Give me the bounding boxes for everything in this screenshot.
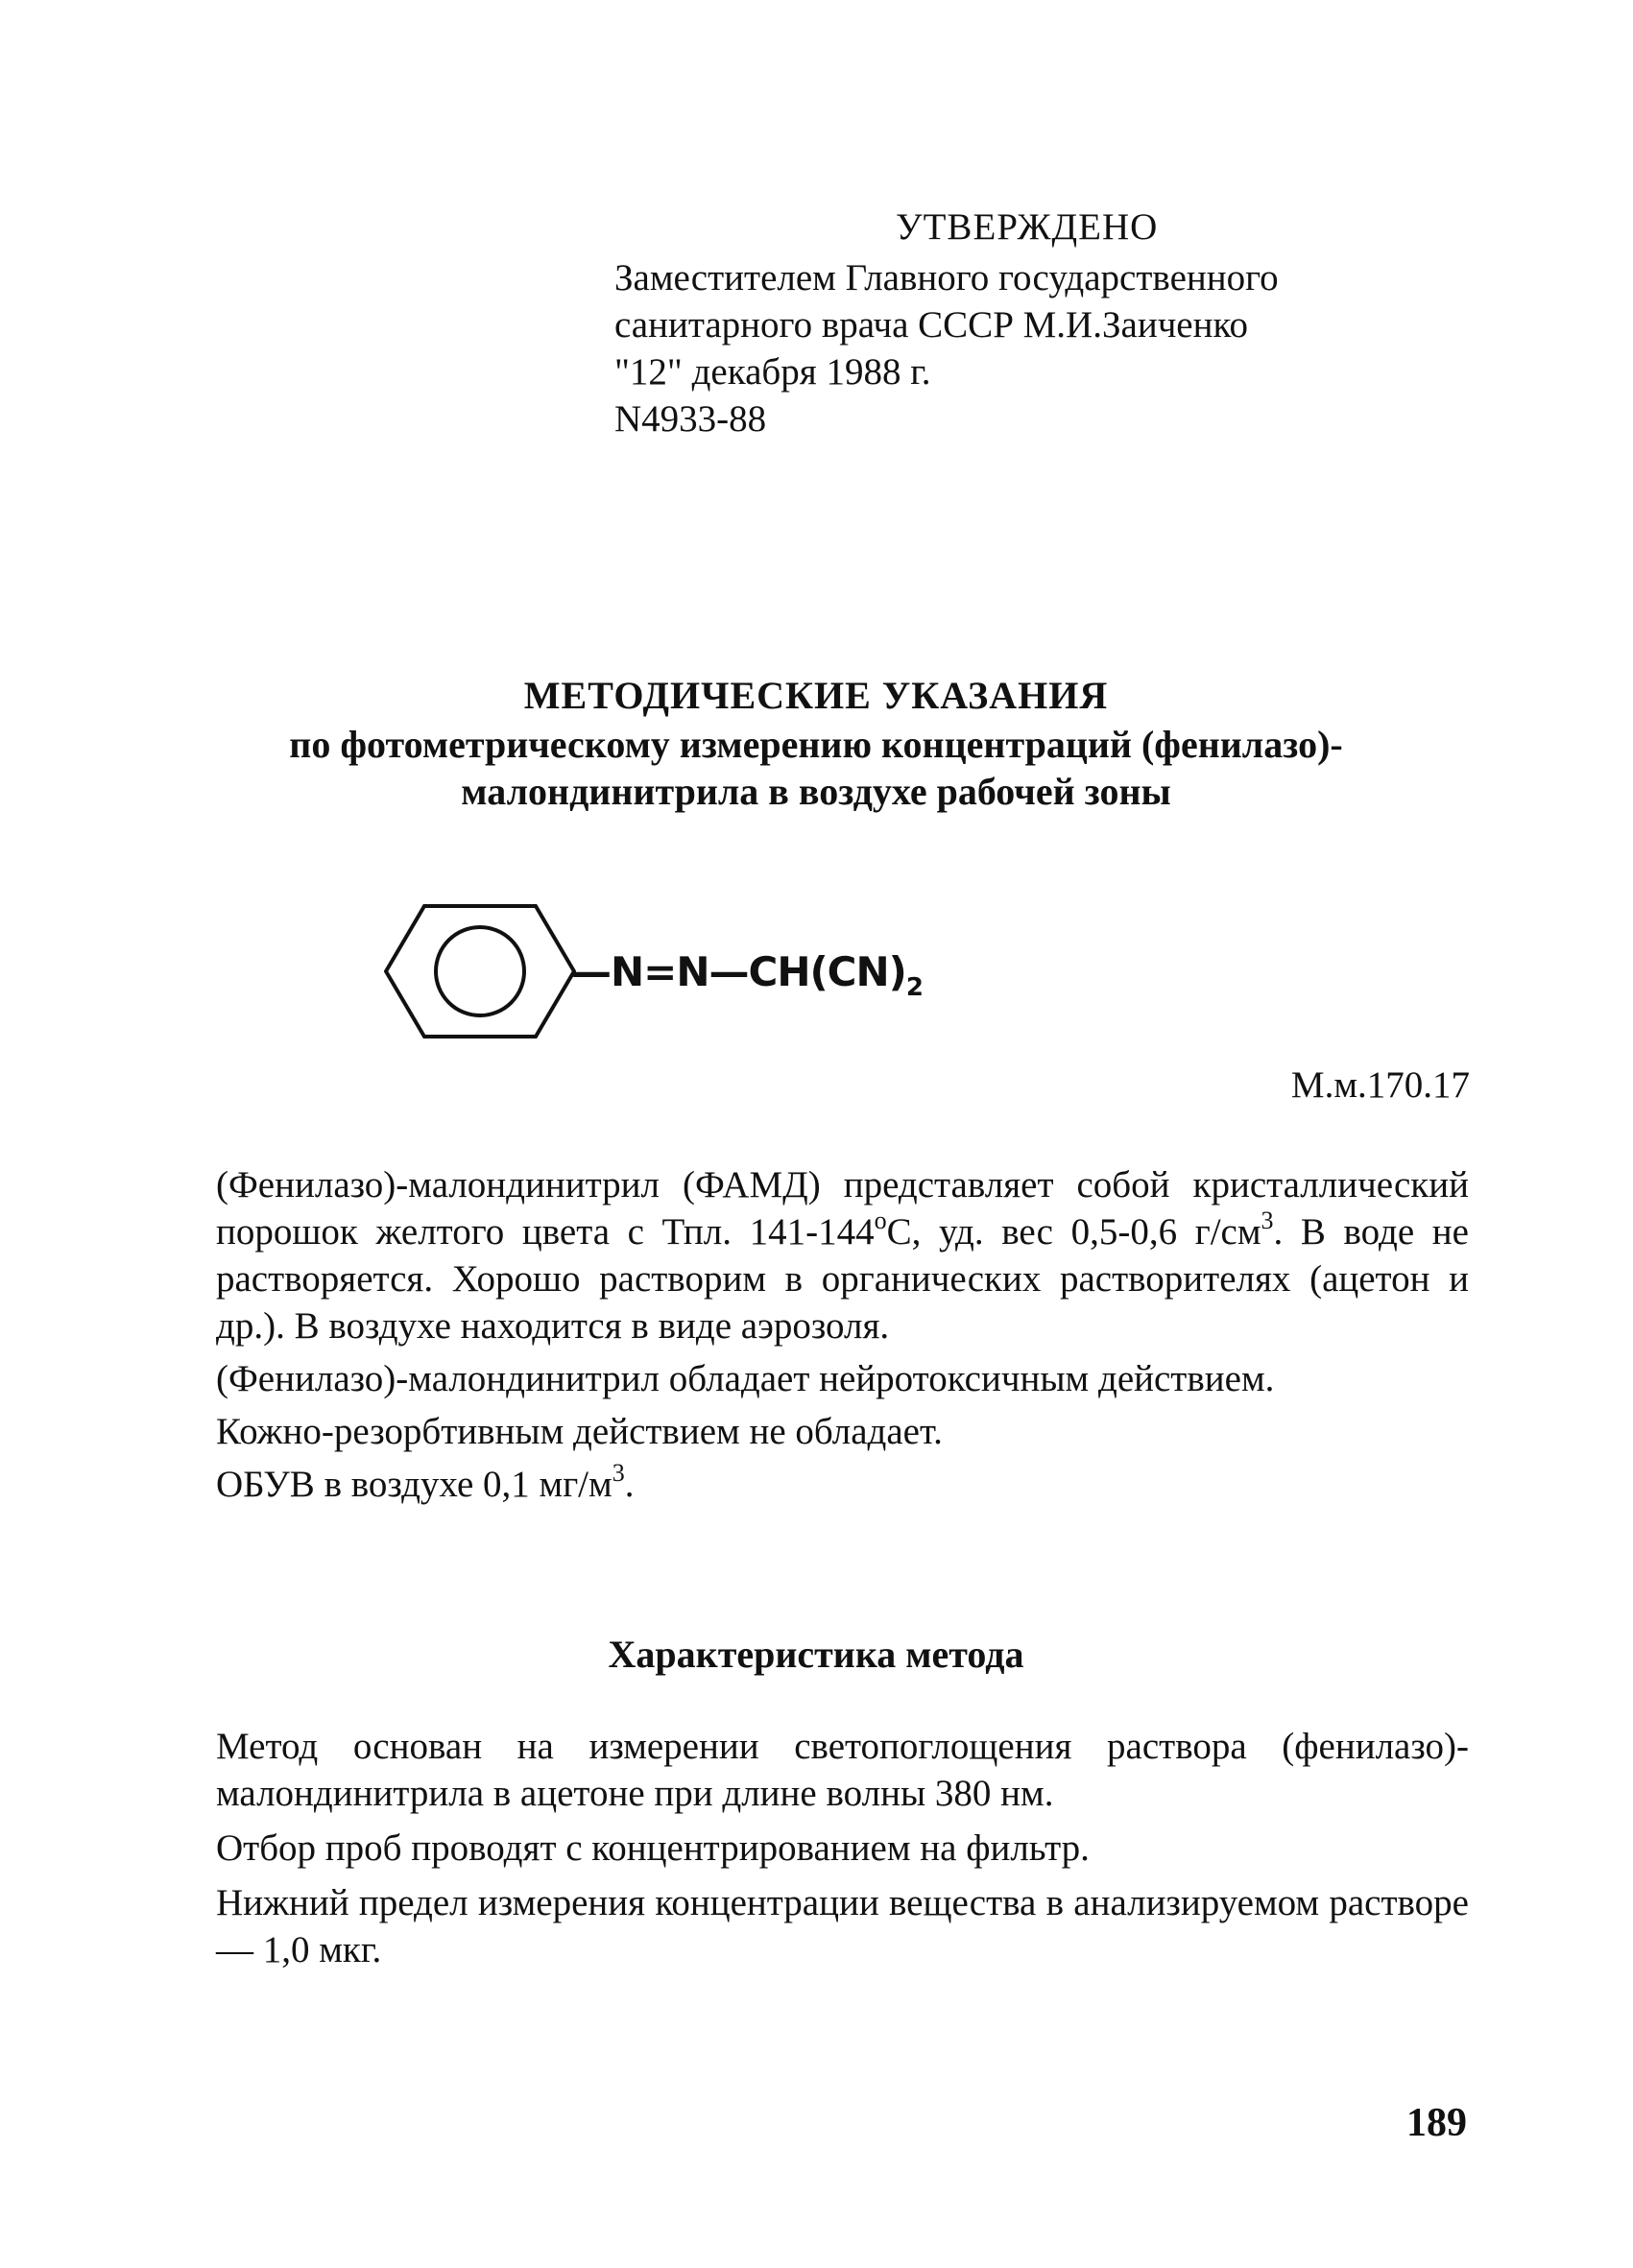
method-paragraph: Отбор проб проводят с концентрированием на фильтр.	[216, 1827, 1090, 1869]
approval-line: N4933-88	[614, 398, 767, 440]
formula-chain: $—N=N—CH(CN)_2$	[571, 948, 923, 1002]
molecular-mass: М.м.170.17	[1290, 1064, 1470, 1106]
approval-block	[614, 203, 1478, 442]
approval-line: санитарного врача СССР М.И.Заиченко	[614, 304, 1248, 346]
title-subline: малондинитрила в воздухе рабочей зоны	[461, 770, 1171, 813]
document-title	[144, 672, 1488, 815]
approval-line: Заместителем Главного государственного	[614, 257, 1279, 298]
method-paragraph: Метод основан на измерении светопоглощения раствора (фенилазо)-малондинитрила в ацетоне при длине волны 380 нм.	[216, 1726, 1469, 1814]
substance-description	[216, 1161, 1469, 1508]
page-number: 189	[1406, 2101, 1467, 2145]
benzene-ring-icon	[384, 895, 576, 1048]
approval-line: "12" декабря 1988 г.	[614, 351, 931, 393]
approval-heading: УТВЕРЖДЕНО	[896, 206, 1159, 248]
section-title: Характеристика метода	[608, 1633, 1024, 1676]
description-paragraph: (Фенилазо)-малондинитрил (ФАМД) представляет собой кристаллический порошок желтого цвета с Тпл. $141-144^оС$, уд. вес 0,5-0,6 $г/см^3$. В воде не растворяется. Хорошо растворим в органических растворителях (ацетон и др.). В воздухе находится в виде аэрозоля.	[216, 1164, 1469, 1347]
description-line: Кожно-резорбтивным действием не обладает.	[216, 1411, 943, 1452]
structural-formula	[384, 895, 960, 1048]
title-subline: по фотометрическому измерению концентраций (фенилазо)-	[289, 723, 1343, 766]
method-paragraph: Нижний предел измерения концентрации вещества в анализируемом растворе — 1,0 мкг.	[216, 1882, 1469, 1970]
description-line: ОБУВ в воздухе 0,1 $мг/м^3$.	[216, 1459, 635, 1505]
method-section	[216, 1723, 1469, 1981]
title-main: МЕТОДИЧЕСКИЕ УКАЗАНИЯ	[523, 674, 1109, 717]
description-line: (Фенилазо)-малондинитрил обладает нейротоксичным действием.	[216, 1358, 1275, 1399]
